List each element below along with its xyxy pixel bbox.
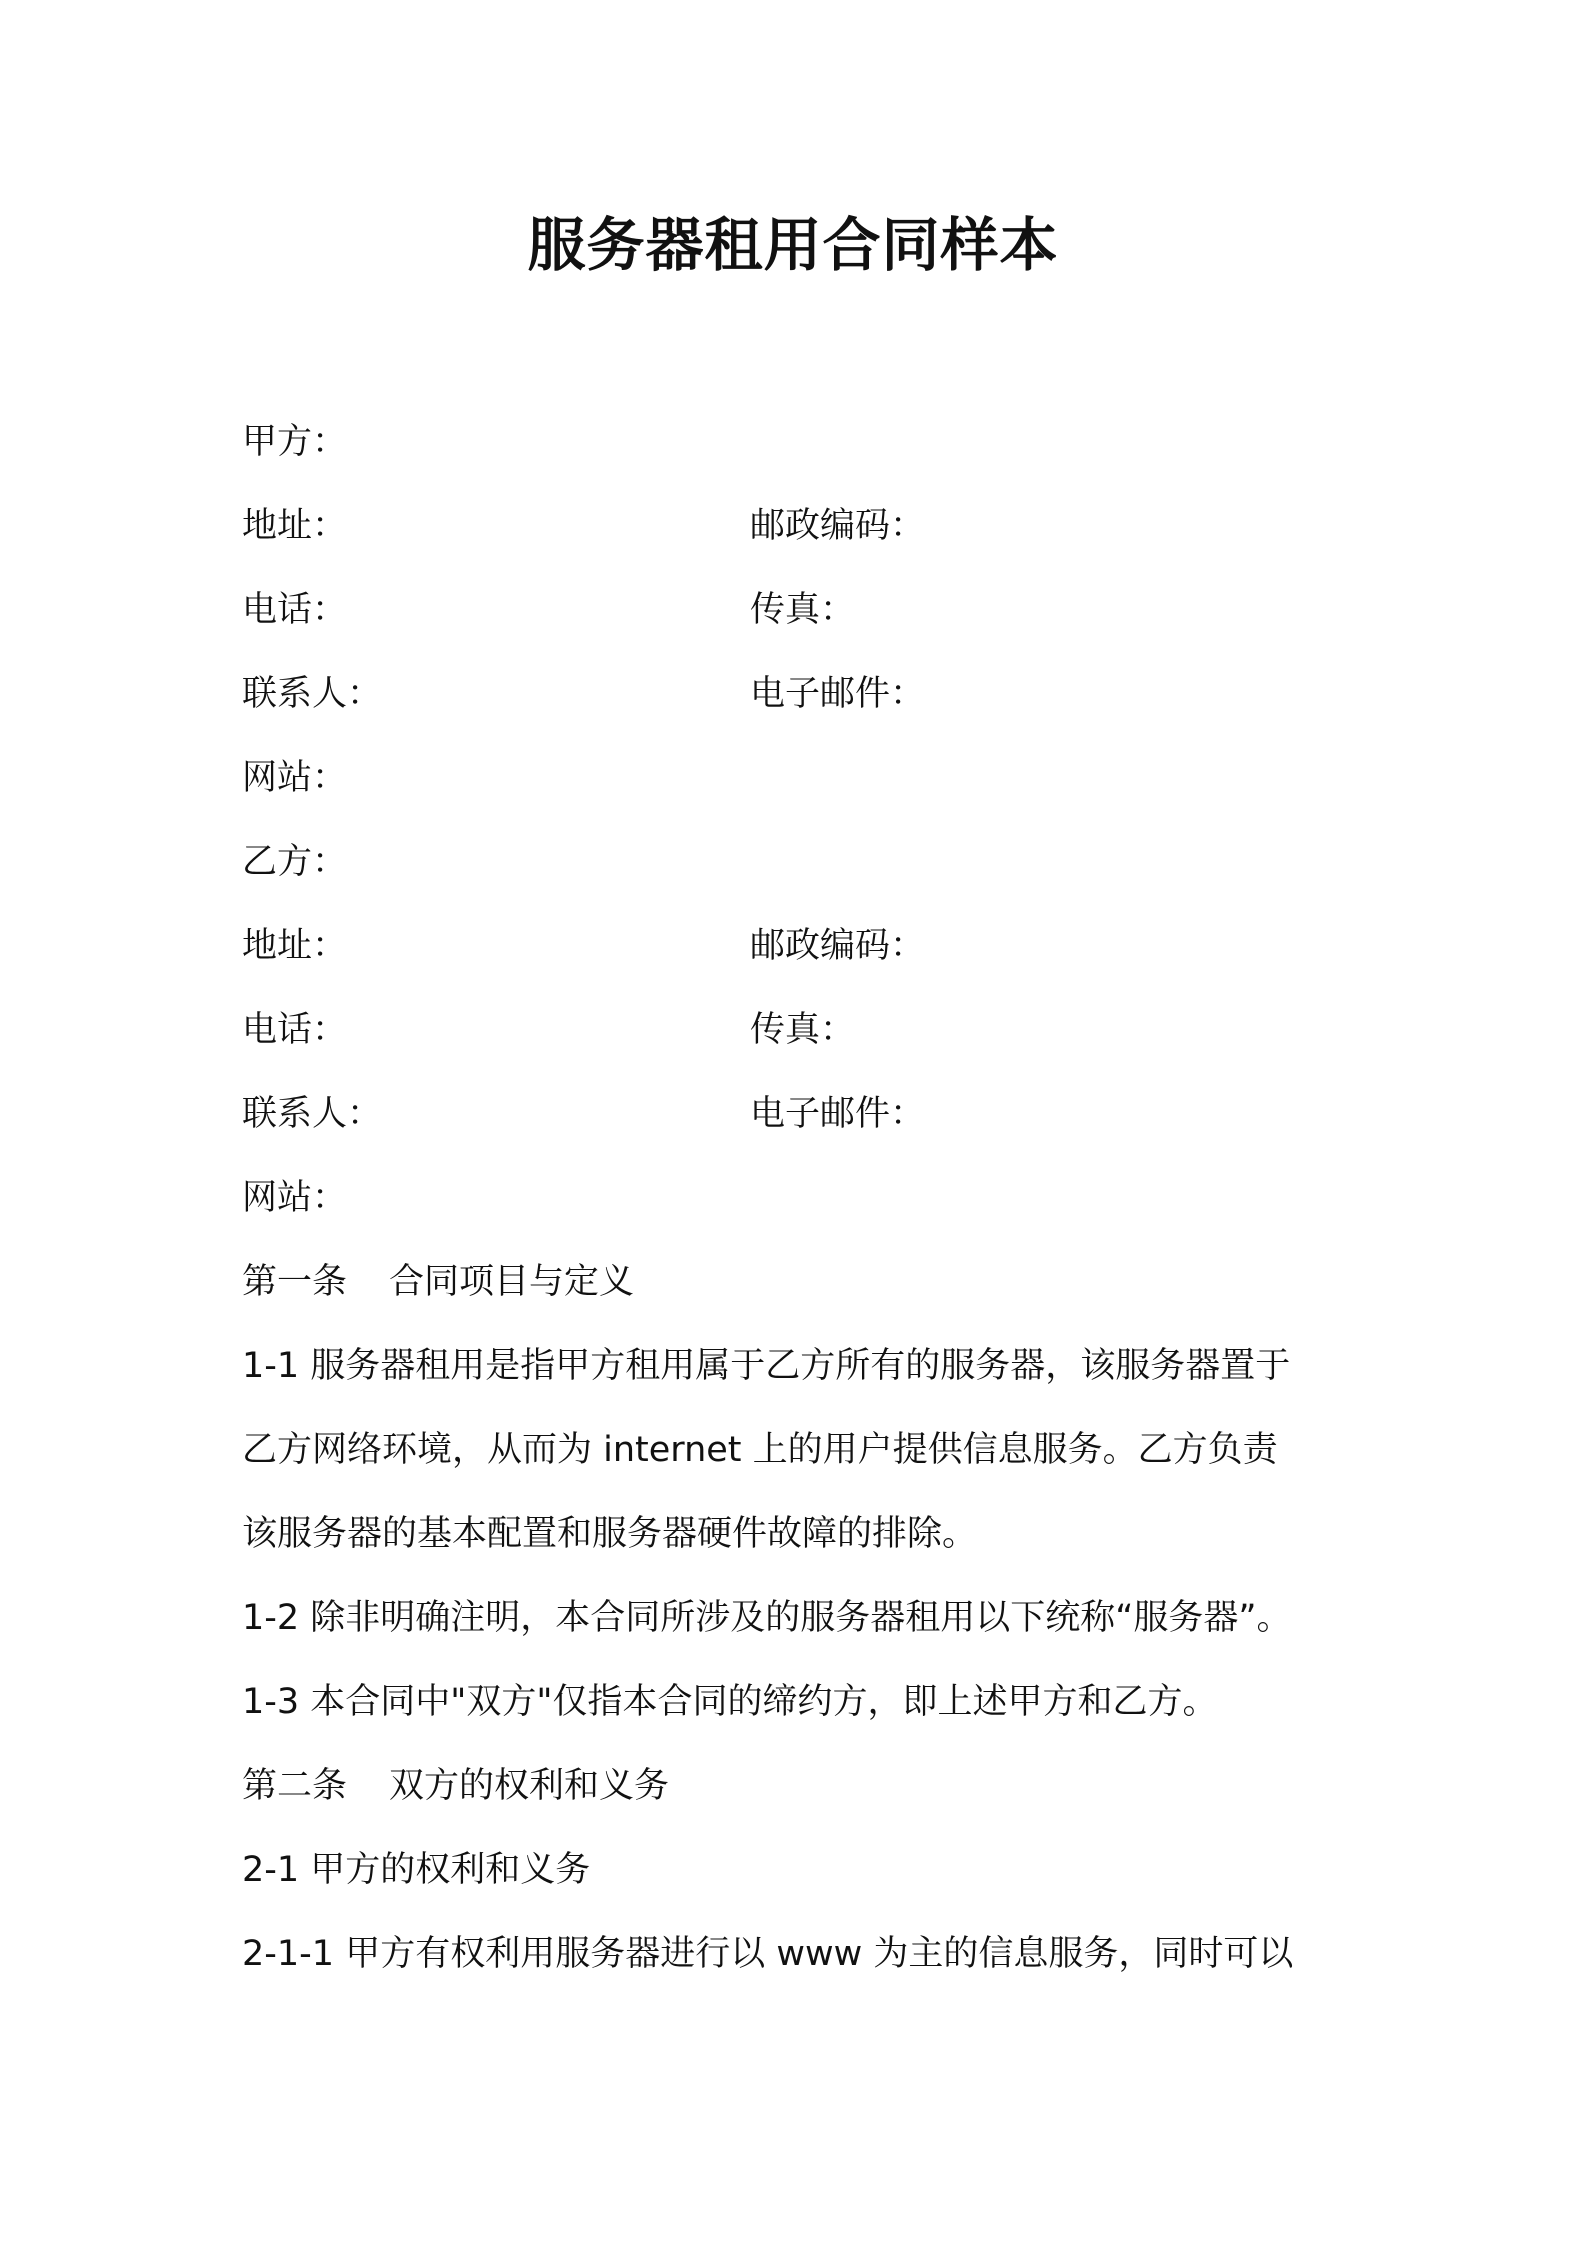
party-a-contact-row — [242, 652, 1392, 736]
article-2-number: 第二条 — [242, 1766, 348, 1806]
party-a-email-label: 电子邮件： — [750, 674, 926, 714]
party-a-contact-label: 联系人： — [242, 674, 383, 714]
paragraph-line: 乙方网络环境，从而为 internet 上的用户提供信息服务。乙方负责 — [242, 1430, 1278, 1470]
party-a-phone-label: 电话： — [242, 590, 348, 630]
party-a-address-label: 地址： — [242, 506, 348, 546]
party-b-email-label: 电子邮件： — [750, 1094, 926, 1134]
paragraph-line: 2-1-1 甲方有权利用服务器进行以 www 为主的信息服务，同时可以 — [242, 1934, 1294, 1974]
party-b-address-row — [242, 904, 1392, 988]
article-1-number: 第一条 — [242, 1262, 348, 1302]
party-b-fax-label: 传真： — [750, 1010, 856, 1050]
party-a-label: 甲方： — [242, 422, 348, 462]
party-a-website-row — [242, 736, 1392, 820]
paragraph-line: 1-1 服务器租用是指甲方租用属于乙方所有的服务器，该服务器置于 — [242, 1346, 1291, 1386]
paragraph-line: 2-1 甲方的权利和义务 — [242, 1850, 591, 1890]
document-title: 服务器租用合同样本 — [527, 211, 1059, 279]
paragraph-line: 1-3 本合同中"双方"仅指本合同的缔约方，即上述甲方和乙方。 — [242, 1682, 1218, 1722]
party-b-label: 乙方： — [242, 842, 348, 882]
party-b-website-row — [242, 1156, 1392, 1240]
party-b-name-row — [242, 820, 1392, 904]
party-b-contact-label: 联系人： — [242, 1094, 383, 1134]
party-b-address-label: 地址： — [242, 926, 348, 966]
party-b-contact-row — [242, 1072, 1392, 1156]
article-1-heading — [242, 1240, 1392, 1324]
article-2-heading — [242, 1744, 1392, 1828]
party-b-phone-row — [242, 988, 1392, 1072]
party-a-name-row — [242, 400, 1392, 484]
party-b-postcode-label: 邮政编码： — [750, 926, 926, 966]
party-b-website-label: 网站： — [242, 1178, 348, 1218]
party-a-address-row — [242, 484, 1392, 568]
paragraph-line: 1-2 除非明确注明，本合同所涉及的服务器租用以下统称“服务器”。 — [242, 1598, 1292, 1638]
party-a-website-label: 网站： — [242, 758, 348, 798]
party-a-postcode-label: 邮政编码： — [750, 506, 926, 546]
party-a-phone-row — [242, 568, 1392, 652]
party-a-fax-label: 传真： — [750, 590, 856, 630]
article-1-title: 合同项目与定义 — [389, 1262, 635, 1302]
paragraph-line: 该服务器的基本配置和服务器硬件故障的排除。 — [242, 1514, 978, 1554]
party-b-phone-label: 电话： — [242, 1010, 348, 1050]
contract-body — [242, 400, 1392, 1996]
article-2-title: 双方的权利和义务 — [389, 1766, 670, 1806]
